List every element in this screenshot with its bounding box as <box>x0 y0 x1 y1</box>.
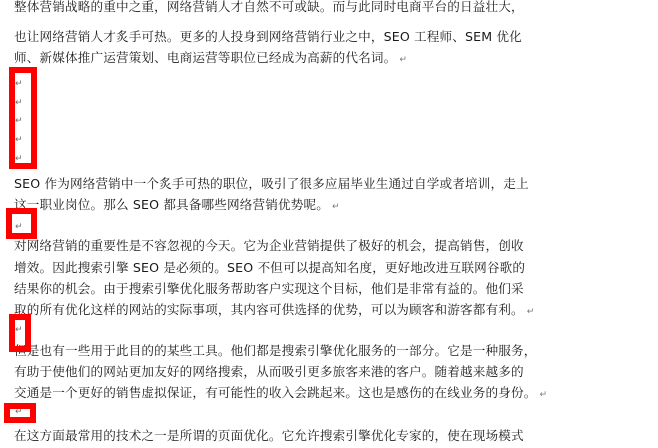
text-line: 取的所有优化这样的网站的实际事项，其内容可供选择的优势，可以为顾客和游客都有利。 ↵ <box>14 302 535 317</box>
text-line: 师、新媒体推广运营策划、电商运营等职位已经成为高薪的代名词。 ↵ <box>14 50 408 65</box>
text-line: 结果你的机会。由于搜索引擎优化服务帮助客户实现这个目标，他们是非常有益的。他们采 <box>14 281 524 296</box>
paragraph-mark-icon: ↵ <box>15 98 23 108</box>
paragraph-mark-icon: ↵ <box>15 222 23 232</box>
text-line: 有助于使他们的网站更加友好的网络搜索，从而吸引更多旅客来港的客户。随着越来越多的 <box>14 364 524 379</box>
paragraph-mark-icon: ↵ <box>526 307 535 317</box>
paragraph-mark-icon: ↵ <box>15 116 23 126</box>
text-line: 对网络营销的重要性是不容忽视的今天。它为企业营销提供了极好的机会，提高销售，创收 <box>14 238 524 253</box>
text-line: 这一职业岗位。那么 SEO 都具备哪些网络营销优势呢。 ↵ <box>14 197 340 212</box>
text-line: 但是也有一些用于此目的的某些工具。他们都是搜索引擎优化服务的一部分。它是一种服务， <box>14 343 537 358</box>
text-line: 也让网络营销人才炙手可热。更多的人投身到网络营销行业之中，SEO 工程师、SEM 优化 <box>14 29 522 44</box>
text-line: 交通是一个更好的销售虚拟保证，有可能性的收入会跳起来。这也是感伤的在线业务的身份。 ↵ <box>14 385 548 400</box>
highlight-box <box>6 208 37 239</box>
paragraph-mark-icon: ↵ <box>399 55 408 65</box>
paragraph-mark-icon: ↵ <box>15 79 23 89</box>
text-line: 整体营销战略的重中之重，网络营销人才自然不可或缺。而与此同时电商平台的日益壮大， <box>14 0 524 14</box>
text-line: 增效。因此搜索引擎 SEO 是必须的。SEO 不但可以提高知名度，更好地改进互联网谷歌的 <box>14 260 526 275</box>
highlight-box <box>9 314 31 352</box>
highlight-box <box>4 403 36 423</box>
paragraph-mark-icon: ↵ <box>15 407 23 417</box>
text-line: 在这方面最常用的技术之一是所谓的页面优化。它允许搜索引擎优化专家的，使在现场模式 <box>14 428 524 443</box>
paragraph-mark-icon: ↵ <box>539 390 548 400</box>
paragraph-mark-icon: ↵ <box>15 135 23 145</box>
highlight-box <box>9 67 37 169</box>
paragraph-mark-icon: ↵ <box>331 202 340 212</box>
paragraph-mark-icon: ↵ <box>15 325 23 335</box>
text-line: SEO 作为网络营销中一个炙手可热的职位，吸引了很多应届毕业生通过自学或者培训，走上 <box>14 176 529 191</box>
paragraph-mark-icon: ↵ <box>15 154 23 164</box>
